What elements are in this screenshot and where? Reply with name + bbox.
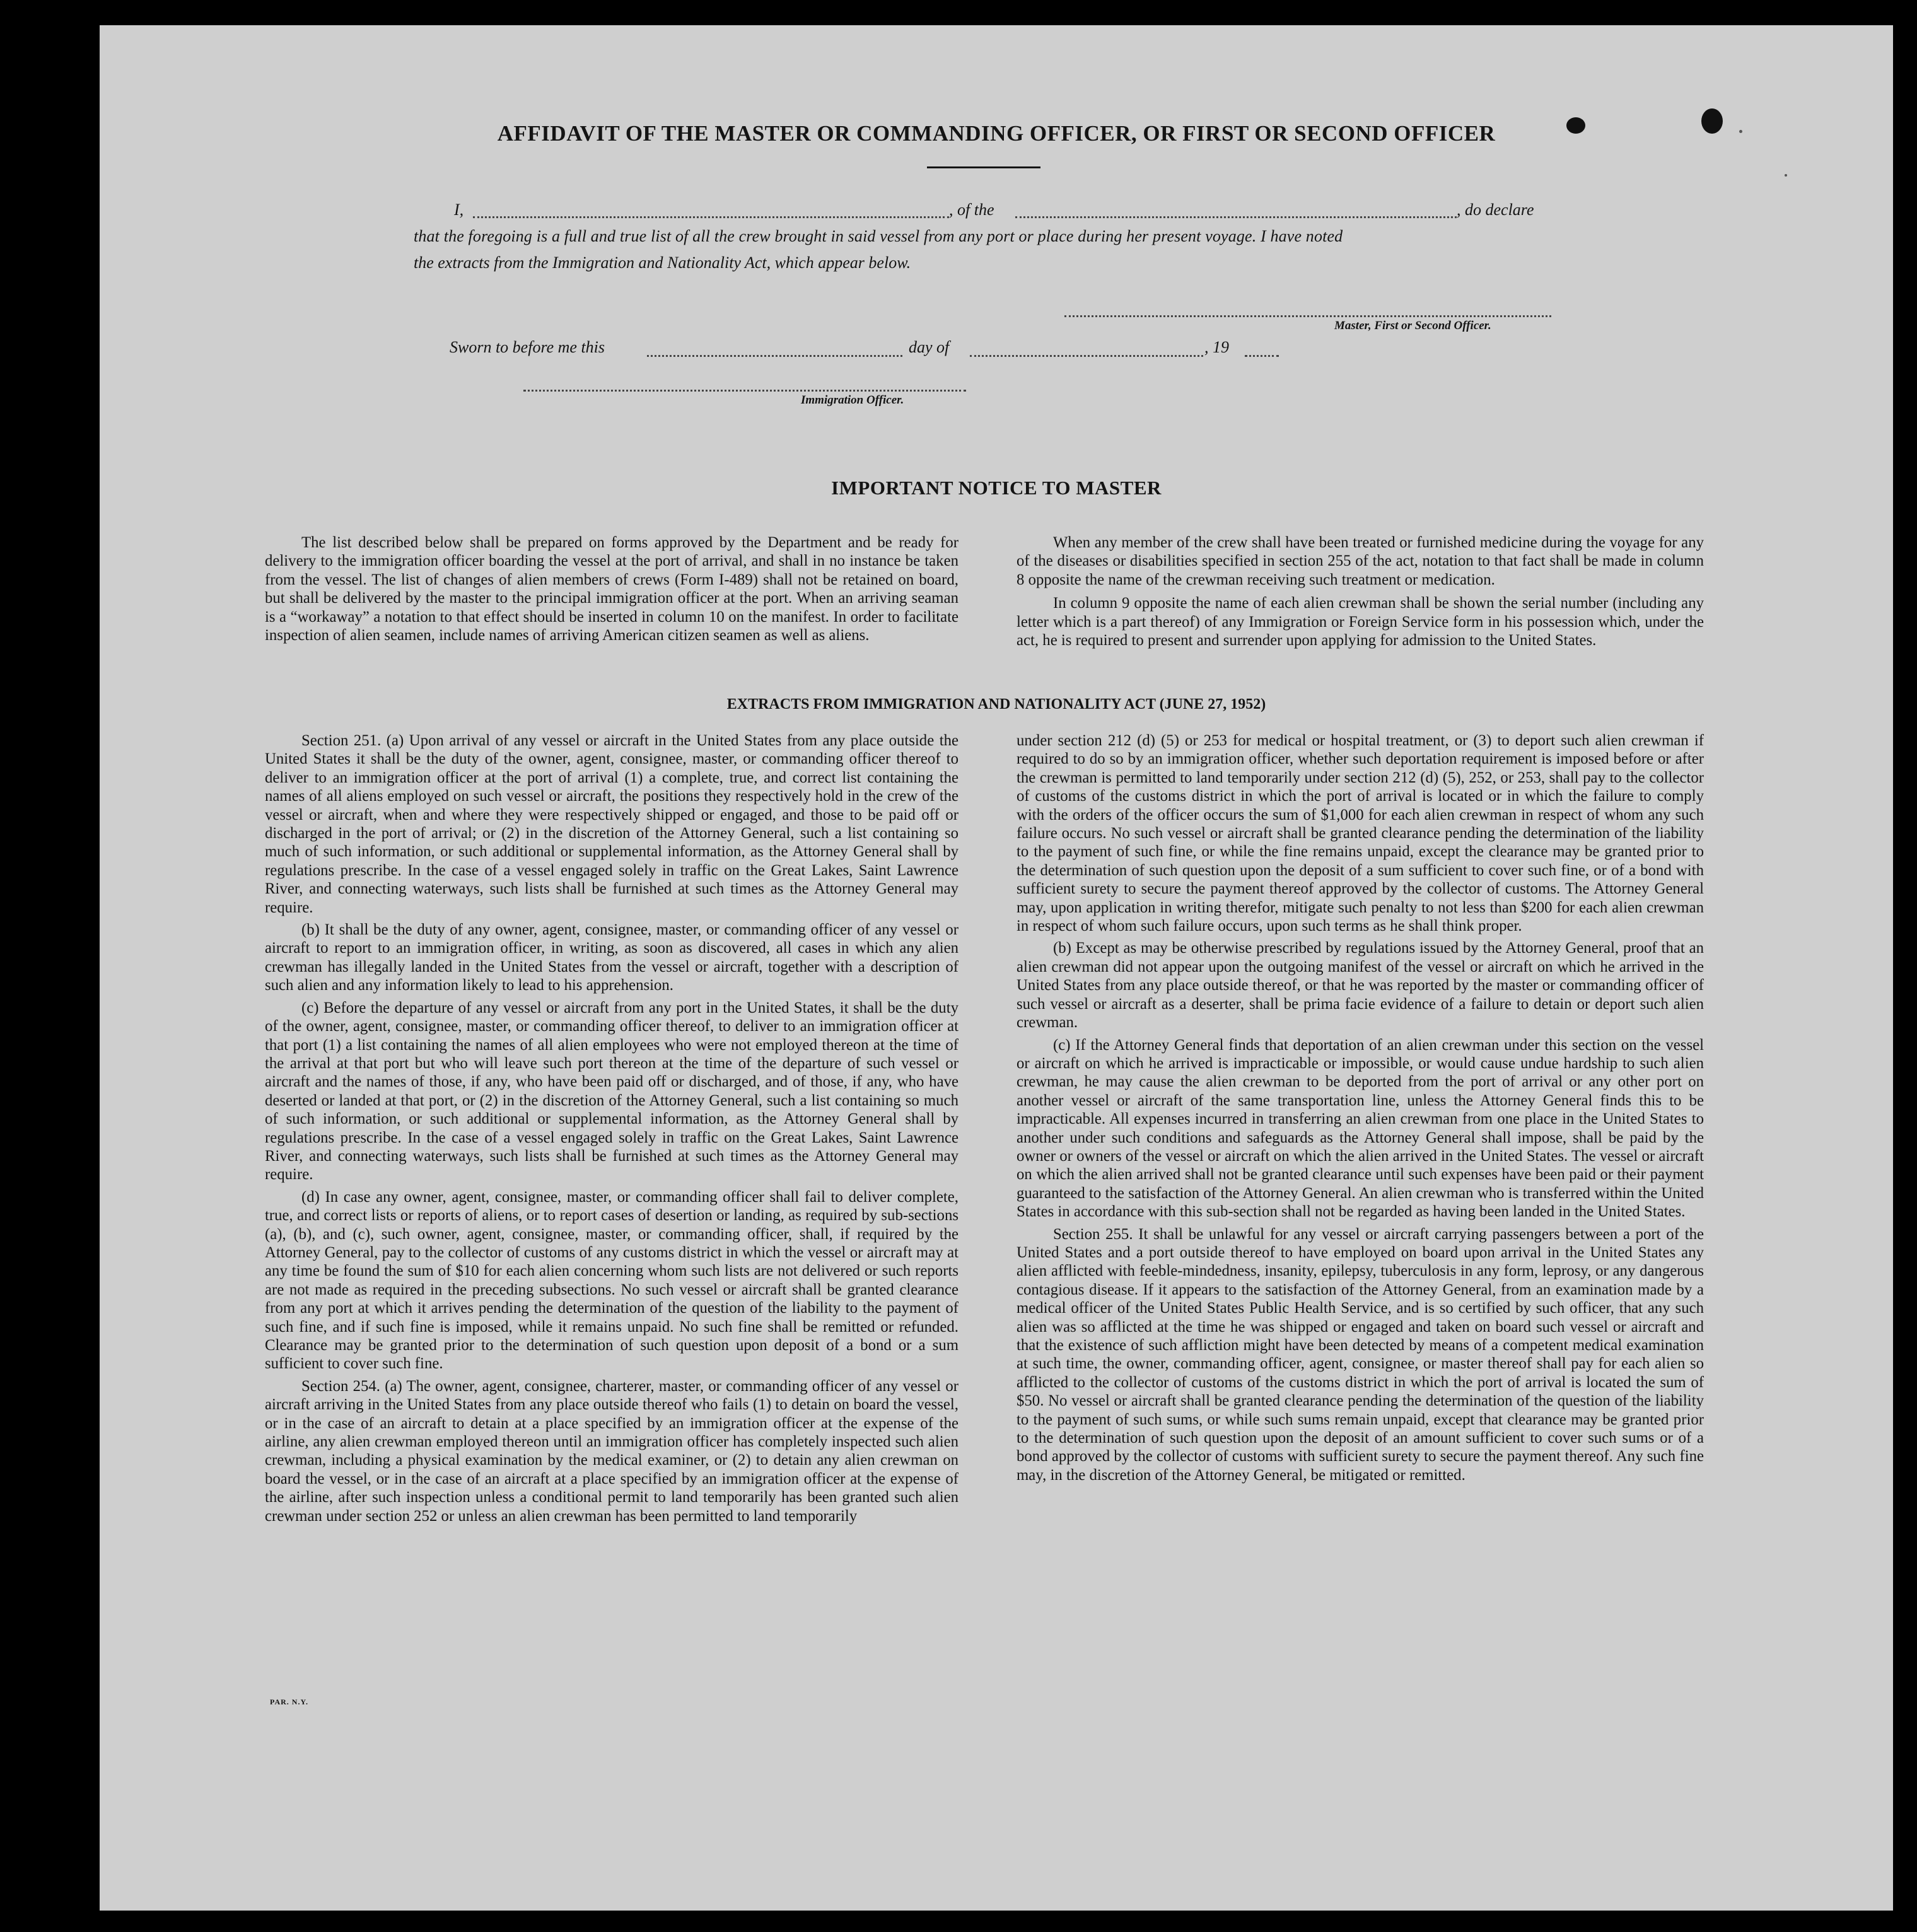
year-blank-line bbox=[1245, 355, 1279, 357]
month-blank-line bbox=[970, 355, 1203, 357]
name-blank-line bbox=[473, 216, 949, 218]
title-underline bbox=[927, 166, 1040, 168]
officer-signature-line bbox=[523, 390, 966, 392]
punch-hole-mark bbox=[1566, 117, 1585, 134]
affidavit-title: AFFIDAVIT OF THE MASTER OR COMMANDING OFFICER, OR FIRST OR SECOND OFFICER bbox=[497, 121, 1496, 146]
section-251-a: Section 251. (a) Upon arrival of any vessel or aircraft in the United States from any place outside the United States it shall be the duty of the owner, agent, consignee, master, or commanding officer thereof to deliver to an immigration officer at the port of arrival (1) a complete, true, and correct list containing the names of all aliens employed on such vessel or aircraft, the positions they respectively hold in the crew of the vessel or aircraft, when and where they were respectively shipped or engaged, and those to be paid off or discharged in the port of arrival; or (2) in the discretion of the Attorney General, such a list containing so much of such information, or such additional or supplemental information, as the Attorney General shall by regulations prescribe. In the case of a vessel engaged solely in traffic on the Great Lakes, Saint Lawrence River, and connecting waterways, such lists shall be furnished at such times as the Attorney General may require. bbox=[265, 732, 958, 916]
section-254-a-continued: under section 212 (d) (5) or 253 for medical or hospital treatment, or (3) to deport such alien crewman if required to do so by an immigration officer, whether such deportation requirement is imposed before or after the crewman is permitted to land temporarily under section 212 (d) (5), 252, or 253, shall pay to the collector of customs of the customs district in which the port of arrival is located or in which the failure to comply with the orders of the officer occurs the sum of $1,000 for each alien crewman in respect of whom any such failure occurs. No such vessel or aircraft shall be granted clearance pending the determination of the liability to the payment of such fine, or while the fine remains unpaid, except the clearance may be granted prior to the determination of such question upon the deposit of a sum sufficient to cover such fine, or of a bond with sufficient surety to secure the payment thereof approved by the collector of customs. The Attorney General may, upon application in writing therefor, mitigate such penalty to not less than $200 for each alien crewman in respect of whom such failure occurs, upon such terms as he shall think proper. bbox=[1017, 732, 1704, 935]
extracts-left-column bbox=[265, 731, 958, 1529]
declaration-line-3: the extracts from the Immigration and Nationality Act, which appear below. bbox=[414, 253, 911, 272]
declaration-line-2: that the foregoing is a full and true list of all the crew brought in said vessel from any port or place during her present voyage. I have noted bbox=[414, 227, 1343, 245]
notice-title: IMPORTANT NOTICE TO MASTER bbox=[831, 477, 1162, 499]
vessel-blank-line bbox=[1015, 216, 1457, 218]
master-signature-line bbox=[1064, 315, 1551, 317]
sworn-date-blank bbox=[647, 355, 902, 357]
document-page bbox=[100, 25, 1893, 1911]
speck bbox=[1739, 130, 1742, 133]
section-251-c: (c) Before the departure of any vessel or aircraft from any port in the United States, it shall be the duty of the owner, agent, consignee, master, or commanding officer thereof, to deliver to an immigration officer at that port (1) a list containing the names of all alien employees who were not employed thereon at the time of the arrival at that port but who will leave such port thereon at the time of the departure of such vessel or aircraft and the names of those, if any, who have been paid off or discharged, and of those, if any, who have deserted or landed at that port, or (2) in the discretion of the Attorney General, such a list containing so much of such information, or such additional or supplemental information, as the Attorney General shall by regulations prescribe. In the case of a vessel engaged solely in traffic on the Great Lakes, Saint Lawrence River, and connecting waterways, such lists shall be furnished at such times as the Attorney General may require. bbox=[265, 999, 958, 1184]
notice-right-paragraph-2: In column 9 opposite the name of each alien crewman shall be shown the serial number (including any letter which is a part thereof) of any Immigration or Foreign Service form in his possession which, under the act, he is required to present and surrender upon applying for admission to the United States. bbox=[1017, 595, 1704, 649]
of-the-label: , of the bbox=[949, 201, 994, 219]
extracts-right-column bbox=[1017, 731, 1704, 1488]
master-caption: Master, First or Second Officer. bbox=[1334, 319, 1491, 332]
section-254-c: (c) If the Attorney General finds that deportation of an alien crewman under this section on the vessel or aircraft on which he arrived is impracticable or impossible, or would cause undue hardship to such alien crewman, he may cause the alien crewman to be deported from the port of arrival or any other port on another vessel or aircraft of the same transportation line, unless the Attorney General finds this to be impracticable. All expenses incurred in transferring an alien crewman from one place in the United States to another under such conditions and safeguards as the Attorney General shall impose, shall be paid by the owner or owners of the vessel or aircraft on which the alien arrived in the United States. The vessel or aircraft on which the alien arrived shall not be granted clearance until such expenses have been paid or their payment guaranteed to the satisfaction of the Attorney General. An alien crewman who is transferred within the United States in accordance with this sub-section shall not be regarded as having been landed in the United States. bbox=[1017, 1036, 1704, 1221]
extracts-title: EXTRACTS FROM IMMIGRATION AND NATIONALITY ACT (JUNE 27, 1952) bbox=[726, 696, 1266, 713]
section-251-d: (d) In case any owner, agent, consignee, master, or commanding officer shall fail to deliver complete, true, and correct lists or reports of aliens, or to report cases of desertion or landing, as required by sub-sections (a), (b), and (c), such owner, agent, consignee, master, or commanding officer, shall, if required by the Attorney General, pay to the collector of customs of any customs district in which the vessel or aircraft may at any time be found the sum of $10 for each alien concerning whom such lists are not delivered or such reports are not made as required in the preceding subsections. No such vessel or aircraft shall be granted clearance from any port at which it arrives pending the determination of the question of the liability to the payment of such fine, and if such fine is imposed, while it remains unpaid. No such fine shall be remitted or refunded. Clearance may be granted prior to the determination of such question upon deposit of a bond or a sum sufficient to cover such fine. bbox=[265, 1188, 958, 1373]
sworn-label: Sworn to before me this bbox=[450, 338, 605, 356]
notice-right-column bbox=[1017, 533, 1704, 653]
speck bbox=[1785, 174, 1787, 177]
officer-caption: Immigration Officer. bbox=[801, 393, 904, 407]
section-255: Section 255. It shall be unlawful for any vessel or aircraft carrying passengers between a port of the United States and a port outside thereof to have employed on board upon arrival in the United States any alien afflicted with feeble-mindedness, insanity, epilepsy, tuberculosis in any form, leprosy, or any dangerous contagious disease. If it appears to the satisfaction of the Attorney General, from an examination made by a medical officer of the United States Public Health Service, and is so certified by such officer, that any such alien was so afflicted at the time he was shipped or engaged and taken on board such vessel or aircraft and that the existence of such affliction might have been detected by means of a competent medical examination at such time, the owner, commanding officer, agent, consignee, or master thereof shall pay for each alien so afflicted to the collector of customs of the customs district in which the port of arrival is located the sum of $50. No vessel or aircraft shall be granted clearance pending the determination of the question of the liability to the payment of such sums, or while such sums remain unpaid, except that clearance may be granted prior to the determination of such question upon the deposit of an amount sufficient to cover such sums or of a bond approved by the collector of customs with sufficient surety to secure the payment thereof. Any such fine may, in the discretion of the Attorney General, be mitigated or remitted. bbox=[1017, 1225, 1704, 1484]
notice-right-paragraph-1: When any member of the crew shall have been treated or furnished medicine during the voyage for any of the diseases or disabilities specified in section 255 of the act, notation to that fact shall be made in column 8 opposite the name of the crewman receiving such treatment or medication. bbox=[1017, 534, 1704, 588]
notice-left-text: The list described below shall be prepared on forms approved by the Department and be ready for delivery to the immigration officer boarding the vessel at the port of arrival, and shall in no instance be taken from the vessel. The list of changes of alien members of crews (Form I-489) shall not be retained on board, but shall be delivered by the master to the principal immigration officer at the port. When an arriving seaman is a “workaway” a notation to that effect should be inserted in column 10 on the manifest. In order to facilitate inspection of alien seamen, include names of arriving American citizen seamen as well as aliens. bbox=[265, 534, 958, 644]
printer-mark: PAR. N.Y. bbox=[270, 1697, 309, 1706]
punch-hole-mark bbox=[1701, 108, 1723, 134]
year-label: , 19 bbox=[1204, 338, 1229, 356]
section-254-b: (b) Except as may be otherwise prescribed by regulations issued by the Attorney General, proof that an alien crewman did not appear upon the outgoing manifest of the vessel or aircraft on which he arrived in the United States from any place outside thereof, or that he was reported by the master or commanding officer of such vessel or aircraft as a deserter, shall be prima facie evidence of a failure to detain or deport such alien crewman. bbox=[1017, 940, 1704, 1032]
section-254-a: Section 254. (a) The owner, agent, consignee, charterer, master, or commanding officer of any vessel or aircraft arriving in the United States from any place outside thereof who fails (1) to detain on board the vessel, or in the case of an aircraft to detain at a place specified by an immigration officer at the expense of the airline, any alien crewman employed thereon until an immigration officer has completely inspected such alien crewman, including a physical examination by the medical examiner, or (2) to detain any alien crewman on board the vessel, or in the case of an aircraft at a place specified by an immigration officer at the expense of the airline, after such inspection unless a conditional permit to land temporarily has been granted such alien crewman under section 252 or unless an alien crewman has been permitted to land temporarily bbox=[265, 1377, 958, 1525]
do-declare-label: , do declare bbox=[1457, 201, 1534, 219]
declare-i-label: I, bbox=[454, 201, 464, 219]
section-251-b: (b) It shall be the duty of any owner, agent, consignee, master, or commanding officer of any vessel or aircraft to report to an immigration officer, in writing, as soon as discovered, all cases in which any alien crewman has illegally landed in the United States from the vessel or aircraft, together with a description of such alien and any information likely to lead to his apprehension. bbox=[265, 921, 958, 994]
notice-left-column bbox=[265, 533, 958, 648]
day-of-label: day of bbox=[909, 338, 950, 356]
